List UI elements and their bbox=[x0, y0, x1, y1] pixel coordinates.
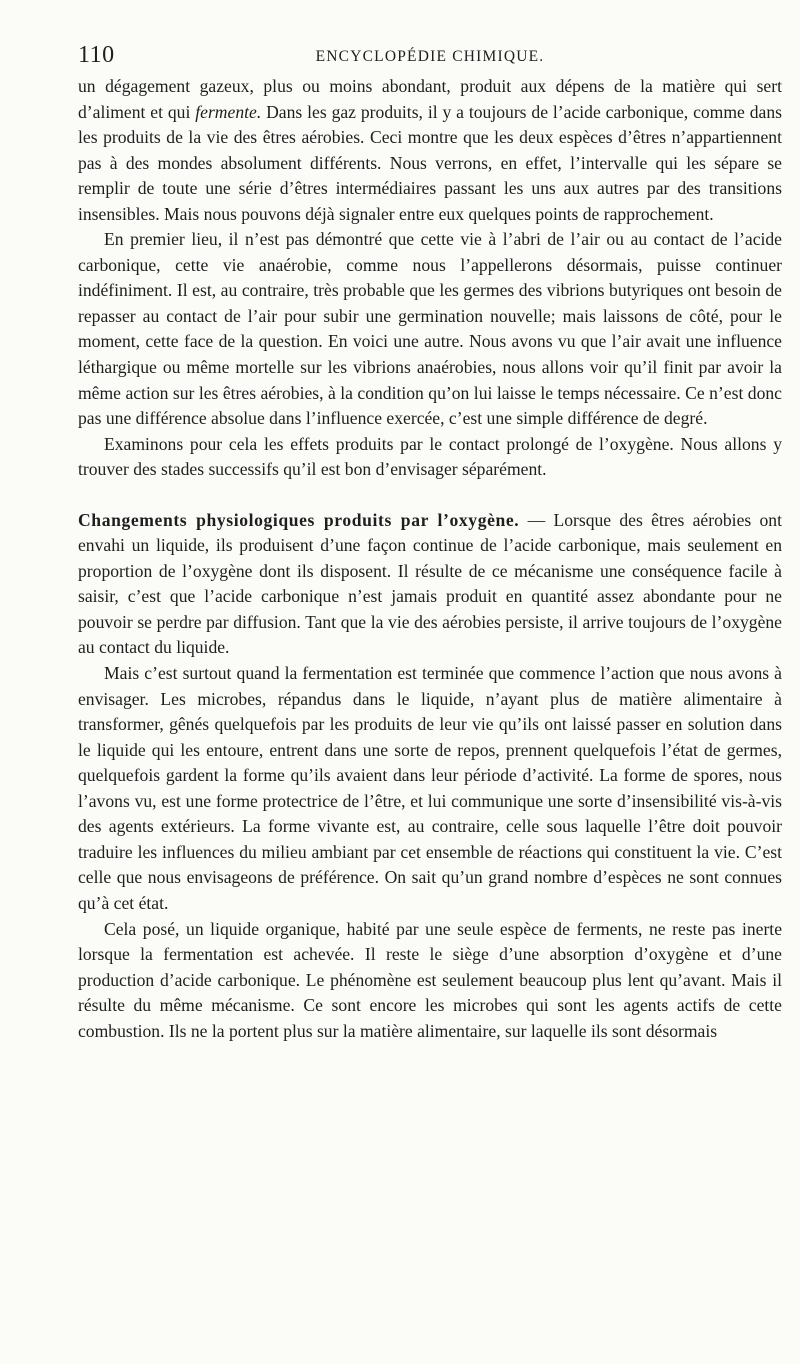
paragraph-1-text-start: un dégagement gazeux, plus ou moins abondant, produit aux dépens de la matière qui sert d’aliment et qui bbox=[78, 76, 782, 122]
paragraph-6: Cela posé, un liquide organique, habité par une seule espèce de ferments, ne reste pas inerte lorsque la fermentation est achevée. Il reste le siège d’une absorption d’oxygène et d’une production d’acide carbonique. Le phénomène est seulement beaucoup plus lent qu’avant. Mais il résulte du même mécanisme. Ce sont encore les microbes qui sont les agents actifs de cette combustion. Ils ne la portent plus sur la matière alimentaire, sur laquelle ils sont désormais bbox=[78, 918, 782, 1041]
paragraph-5: Mais c’est surtout quand la fermentation est terminée que commence l’action que nous avons à envisager. Les microbes, répandus dans le liquide, n’ayant plus de matière alimentaire à transformer, gênés quelquefois par les produits de leur vie qu’ils ont laissé passer en solution dans le liquide qui les entoure, entrent dans une sorte de repos, prennent quelquefois l’état de germes, quelquefois gardent la forme qu’ils avaient dans leur période d’activité. La forme de spores, nous l’avons vu, est une forme protectrice de l’être, et lui communique une sorte d’insensibilité vis-à-vis des agents extérieurs. La forme vivante est, au contraire, celle sous laquelle l’être doit pouvoir traduire les influences du milieu ambiant par cet ensemble de réactions qui constituent la vie. C’est celle que nous envisageons de préférence. On sait qu’un grand nombre d’espèces ne sont connues qu’à cet état. bbox=[78, 663, 782, 913]
paragraph-1 bbox=[78, 74, 782, 227]
book-page bbox=[78, 40, 782, 1044]
paragraph-2: En premier lieu, il n’est pas démontré que cette vie à l’abri de l’air ou au contact de l’acide carbonique, cette vie anaérobie, comme nous l’appellerons désormais, puisse continuer indéfiniment. Il est, au contraire, très probable que les germes des vibrions butyriques ont besoin de repasser au contact de l’air pour subir une germination nouvelle; mais laissons de côté, pour le moment, cette face de la question. En voici une autre. Nous avons vu que l’air avait une influence léthargique ou même mortelle sur les vibrions anaérobies, nous allons voir qu’il finit par avoir la même action sur les êtres aérobies, à la condition qu’on lui laisse le temps nécessaire. Ce n’est donc pas une différence absolue dans l’influence exercée, c’est une simple différence de degré. bbox=[78, 229, 782, 429]
body-text bbox=[78, 74, 782, 1044]
paragraph-4-text: — Lorsque des êtres aérobies ont envahi un liquide, ils produisent d’une façon continue de l’acide carbonique, mais seulement en proportion de l’oxygène dont ils disposent. Il résulte de ce mécanisme une conséquence facile à saisir, c’est que l’acide carbonique n’est jamais produit en quantité assez abondante pour ne pouvoir se perdre par diffusion. Tant que la vie des aérobies persiste, il arrive toujours de l’oxygène au contact du liquide. bbox=[78, 509, 782, 658]
running-header bbox=[78, 40, 782, 74]
page-number: 110 bbox=[78, 42, 115, 68]
running-title: ENCYCLOPÉDIE CHIMIQUE. bbox=[315, 48, 545, 65]
paragraph-3: Examinons pour cela les effets produits par le contact prolongé de l’oxygène. Nous allons y trouver des stades successifs qu’il est bon d’envisager séparément. bbox=[78, 433, 782, 480]
paragraph-1-italic-word: fermente. bbox=[195, 101, 262, 122]
paragraph-1-text-end: Dans les gaz produits, il y a toujours de l’acide carbonique, comme dans les produits de la vie des êtres aérobies. Ceci montre que les deux espèces d’êtres n’appartiennent pas à des mondes absolument différents. Nous verrons, en effet, l’intervalle qui les sépare se remplir de toute une série d’êtres intermédiaires passant les uns aux autres par des transitions insensibles. Mais nous pouvons déjà signaler entre eux quelques points de rapprochement. bbox=[78, 101, 782, 224]
section-heading: Changements physiologiques produits par l’oxygène. bbox=[78, 509, 520, 530]
paragraph-4 bbox=[78, 508, 782, 661]
